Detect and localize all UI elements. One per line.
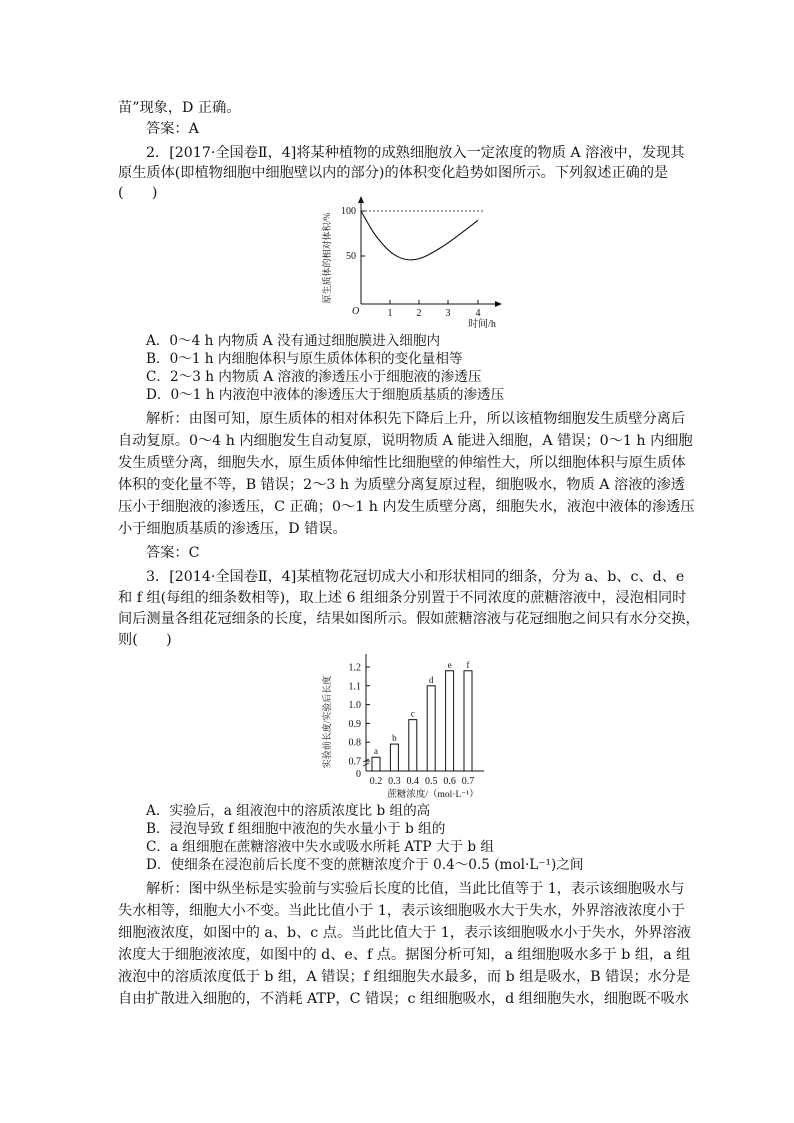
q3-analysis-line: 自由扩散进入细胞的，不消耗 ATP，C 错误；c 组细胞吸水，d 组细胞失水，细胞既不吸水 [118, 991, 689, 1007]
x-tick-label-1: 1 [387, 308, 393, 319]
x-tick-label: 0.5 [424, 776, 438, 787]
q2-option-b: B．0～1 h 内细胞体积与原生质体体积的变化量相等 [146, 351, 463, 367]
y-tick-label-50: 50 [346, 251, 356, 262]
y-tick-label: 0.8 [348, 737, 361, 749]
answer-line: 答案：C [146, 545, 200, 561]
y-tick-label: 0.7 [348, 756, 361, 768]
sucrose-bar-chart [300, 648, 520, 802]
question-2-line-1: 2．[2017·全国卷Ⅱ，4]将某种植物的成熟细胞放入一定浓度的物质 A 溶液中，发现其 [146, 145, 685, 161]
x-tick-label-3: 3 [445, 308, 451, 319]
bar-label-b: b [392, 733, 397, 744]
bar-label-f: f [466, 659, 470, 670]
y-tick-label-100: 100 [341, 206, 356, 217]
q3-analysis-line: 失水相等，细胞大小不变。当此比值小于 1，表示该细胞吸水大于失水，外界溶液浓度小于 [118, 903, 685, 919]
q2-option-a: A．0～4 h 内物质 A 没有通过细胞膜进入细胞内 [146, 333, 441, 349]
answer-line: 答案：A [146, 121, 199, 137]
q3-analysis-line: 液泡中的溶质浓度低于 b 组，A 错误；f 组细胞失水最多，而 b 组是吸水，B 错误；水分是 [118, 969, 691, 985]
bar-a [372, 757, 380, 771]
q3-analysis-line: 解析：图中纵坐标是实验前与实验后长度的比值，当此比值等于 1，表示该细胞吸水与 [146, 881, 685, 897]
text-line: 苗”现象，D 正确。 [118, 100, 241, 116]
bar-c [409, 720, 417, 771]
x-tick-label: 0.7 [461, 776, 475, 787]
q2-analysis-line: 压小于细胞液的渗透压，C 正确；0～1 h 内发生质壁分离，细胞失水，液泡中液体的渗透压 [118, 499, 695, 515]
bar-label-a: a [374, 746, 378, 757]
x-tick-label-4: 4 [475, 308, 481, 319]
q2-analysis-line: 体积的变化量不等，B 错误；2～3 h 为质壁分离复原过程，细胞吸水，物质 A 溶液的渗透 [118, 477, 685, 493]
q3-option-c: C．a 组细胞在蔗糖溶液中失水或吸水所耗 ATP 大于 b 组 [146, 839, 494, 855]
question-2-line-2: 原生质体(即植物细胞中细胞壁以内的部分)的体积变化趋势如图所示。下列叙述正确的是 [118, 165, 669, 181]
y-tick-label: 1.0 [348, 700, 361, 712]
question-2-line-3: ( ) [118, 185, 158, 201]
bar-b [390, 744, 398, 771]
x-tick-label: 0.4 [406, 776, 420, 787]
q3-option-b: B．浸泡导致 f 组细胞中液泡的失水量小于 b 组的 [146, 821, 446, 837]
volume-curve [361, 211, 478, 260]
y-axis-arrow [358, 196, 364, 203]
volume-line-chart [300, 196, 520, 330]
y-tick-label: 1.1 [348, 681, 361, 693]
q3-option-a: A．实验后，a 组液泡中的溶质浓度比 b 组的高 [146, 803, 431, 819]
q3-analysis-line: 细胞液浓度，如图中的 a、b、c 点。当此比值大于 1，表示该细胞吸水小于失水，外界溶液 [118, 925, 691, 941]
q2-analysis-line: 解析：由图可知，原生质体的相对体积先下降后上升，所以该植物细胞发生质壁分离后 [146, 411, 686, 427]
q2-analysis-line: 小于细胞质基质的渗透压，D 错误。 [118, 521, 347, 537]
q2-option-d: D．0～1 h 内液泡中液体的渗透压大于细胞质基质的渗透压 [146, 387, 505, 403]
q3-analysis-line: 浓度大于细胞液浓度，如图中的 d、e、f 点。据图分析可知，a 组细胞吸水多于 b 组，a 组 [118, 947, 691, 963]
q3-option-d: D．使细条在浸泡前后长度不变的蔗糖浓度介于 0.4～0.5 (mol·L⁻¹)之间 [146, 857, 584, 873]
bar-label-c: c [410, 708, 415, 719]
q2-option-c: C．2～3 h 内物质 A 溶液的渗透压小于细胞液的渗透压 [146, 369, 482, 385]
x-tick-label-2: 2 [416, 308, 422, 319]
y-tick-label: 1.2 [348, 662, 361, 674]
bar-label-e: e [447, 659, 452, 670]
bar-f [464, 671, 472, 771]
x-axis-arrow [495, 301, 502, 307]
x-tick-label: 0.2 [369, 776, 383, 787]
y-axis-label: 原生质体的相对体积/% [322, 212, 332, 304]
question-3-line-1: 3．[2014·全国卷Ⅱ，4]某植物花冠切成大小和形状相同的细条，分为 a、b、c、d、e [146, 569, 685, 585]
x-axis-label: 时间/h [468, 319, 496, 330]
origin-label: 0 [356, 769, 361, 780]
origin-label: O [352, 306, 360, 317]
question-3-line-2: 和 f 组(每组的细条数相等)，取上述 6 组细条分别置于不同浓度的蔗糖溶液中，浸泡相同时 [118, 590, 687, 606]
bar-label-d: d [428, 674, 434, 685]
question-3-line-4: 则( ) [118, 632, 172, 648]
y-tick-label: 0.9 [348, 718, 361, 730]
question-3-line-3: 间后测量各组花冠细条的长度，结果如图所示。假如蔗糖溶液与花冠细胞之间只有水分交换， [118, 611, 700, 627]
x-axis-label: 蔗糖浓度/（mol·L⁻¹） [387, 790, 479, 800]
bar-e [446, 671, 454, 771]
q2-analysis-line: 自动复原。0～4 h 内细胞发生自动复原，说明物质 A 能进入细胞，A 错误；0～1 h 内细胞 [118, 433, 693, 449]
x-tick-label: 0.6 [443, 776, 456, 787]
q2-analysis-line: 发生质壁分离，细胞失水，原生质体伸缩性比细胞壁的伸缩性大，所以细胞体积与原生质体 [118, 455, 686, 471]
y-axis-label: 实验前长度/实验后长度 [322, 675, 332, 769]
bar-d [427, 686, 435, 771]
x-tick-label: 0.3 [388, 776, 401, 787]
